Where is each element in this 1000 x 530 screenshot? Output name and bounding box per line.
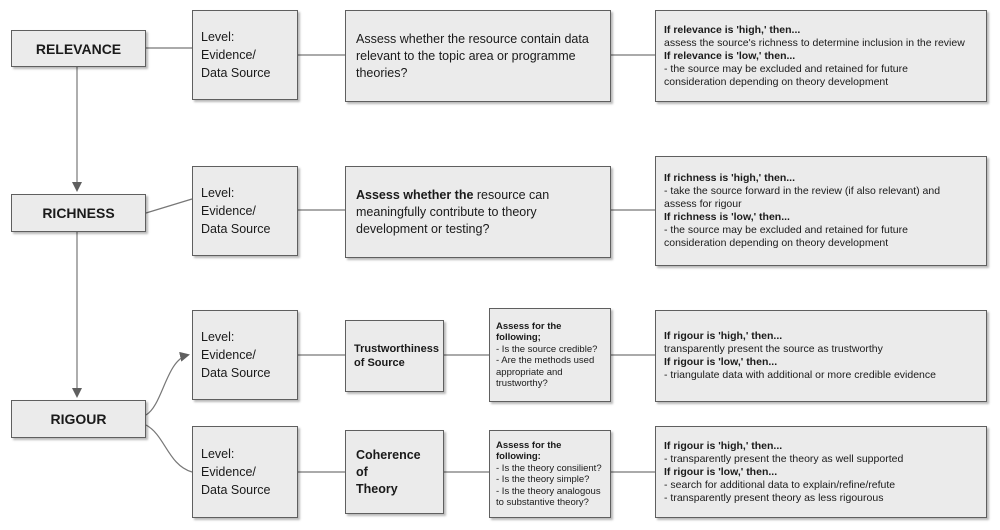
checklist-heading: following:: [496, 451, 541, 462]
outcome-low-heading: If rigour is 'low,' then...: [664, 356, 778, 368]
criterion-trustworthiness: [345, 320, 444, 392]
outcome-high-heading: If richness is 'high,' then...: [664, 172, 796, 184]
criterion-coherence: [345, 430, 444, 514]
checklist-item: - Is the source credible?: [496, 343, 598, 355]
assess-richness-bold: Assess whether the: [356, 187, 474, 202]
checklist-trustworthiness: [489, 308, 611, 402]
checklist-item: - Are the methods used: [496, 355, 595, 366]
level-data-source: Data Source: [201, 483, 271, 497]
outcome-low-text: - transparently present theory as less rigourous: [664, 491, 884, 504]
outcome-low-text: consideration depending on theory development: [664, 237, 889, 249]
outcome-low-text: consideration depending on theory development: [664, 75, 889, 88]
checklist-coherence: [489, 430, 611, 518]
level-data-source: Data Source: [201, 366, 271, 380]
level-label: Level:: [201, 330, 235, 344]
checklist-item: - Is the theory consilient?: [496, 462, 602, 474]
checklist-heading: Assess for the: [496, 320, 562, 332]
outcome-high-text: transparently present the source as trustworthy: [664, 343, 883, 355]
level-evidence: Evidence/: [201, 465, 256, 479]
outcome-low-text: - the source may be excluded and retained for future: [664, 62, 908, 75]
outcome-high-text: assess the source's richness to determine inclusion in the review: [664, 36, 965, 49]
outcome-low-text: - search for additional data to explain/refine/refute: [664, 478, 896, 491]
checklist-item: - Is the theory simple?: [496, 474, 590, 485]
level-evidence: Evidence/: [201, 204, 256, 218]
level-box-richness: [192, 166, 298, 256]
arrow-rigour-to-trust: [146, 355, 188, 415]
outcome-richness: [655, 156, 987, 266]
assess-relevance: [345, 10, 611, 102]
level-label: Level:: [201, 30, 235, 44]
outcome-low-text: - triangulate data with additional or more credible evidence: [664, 369, 936, 381]
level-box-rigour-trust: [192, 310, 298, 400]
outcome-low-heading: If rigour is 'low,' then...: [664, 465, 778, 478]
checklist-heading: Assess for the: [496, 439, 562, 451]
outcome-low-text: - the source may be excluded and retained for future: [664, 224, 908, 236]
checklist-heading: following;: [496, 332, 541, 343]
assess-richness-rest: resource can meaningfully contribute to theory development or testing?: [356, 187, 550, 236]
level-label: Level:: [201, 447, 235, 461]
criterion-line: Theory: [356, 481, 398, 496]
outcome-rigour-trust: [655, 310, 987, 402]
stage-rigour: RIGOUR: [11, 400, 146, 438]
checklist-item: trustworthy?: [496, 378, 548, 389]
stage-relevance: RELEVANCE: [11, 30, 146, 67]
criterion-line: of Source: [354, 357, 405, 369]
line-richness-to-level: [146, 199, 192, 213]
outcome-low-heading: If richness is 'low,' then...: [664, 211, 790, 223]
outcome-high-text: - take the source forward in the review (if also relevant) and: [664, 185, 941, 197]
checklist-item: - Is the theory analogous: [496, 485, 601, 497]
outcome-high-text: assess for rigour: [664, 198, 742, 210]
level-box-rigour-coherence: [192, 426, 298, 518]
stage-richness: RICHNESS: [11, 194, 146, 232]
outcome-high-heading: If rigour is 'high,' then...: [664, 330, 783, 342]
assess-richness: [345, 166, 611, 258]
outcome-high-text: - transparently present the theory as well supported: [664, 452, 904, 465]
outcome-high-heading: If rigour is 'high,' then...: [664, 439, 783, 452]
outcome-rigour-coherence: [655, 426, 987, 518]
level-box-relevance: [192, 10, 298, 100]
criterion-line: Coherence of: [356, 447, 421, 479]
level-label: Level:: [201, 186, 235, 200]
level-evidence: Evidence/: [201, 348, 256, 362]
outcome-low-heading: If relevance is 'low,' then...: [664, 49, 796, 62]
level-data-source: Data Source: [201, 66, 271, 80]
level-data-source: Data Source: [201, 222, 271, 236]
outcome-relevance: [655, 10, 987, 102]
checklist-item: to substantive theory?: [496, 497, 589, 508]
assess-relevance-text: Assess whether the resource contain data relevant to the topic area or programme theories?: [356, 31, 589, 80]
criterion-line: Trustworthiness: [354, 343, 439, 355]
line-rigour-to-coherence: [146, 425, 192, 472]
level-evidence: Evidence/: [201, 48, 256, 62]
outcome-high-heading: If relevance is 'high,' then...: [664, 23, 801, 36]
assess-richness-text: [356, 187, 600, 238]
checklist-item: appropriate and: [496, 366, 563, 378]
